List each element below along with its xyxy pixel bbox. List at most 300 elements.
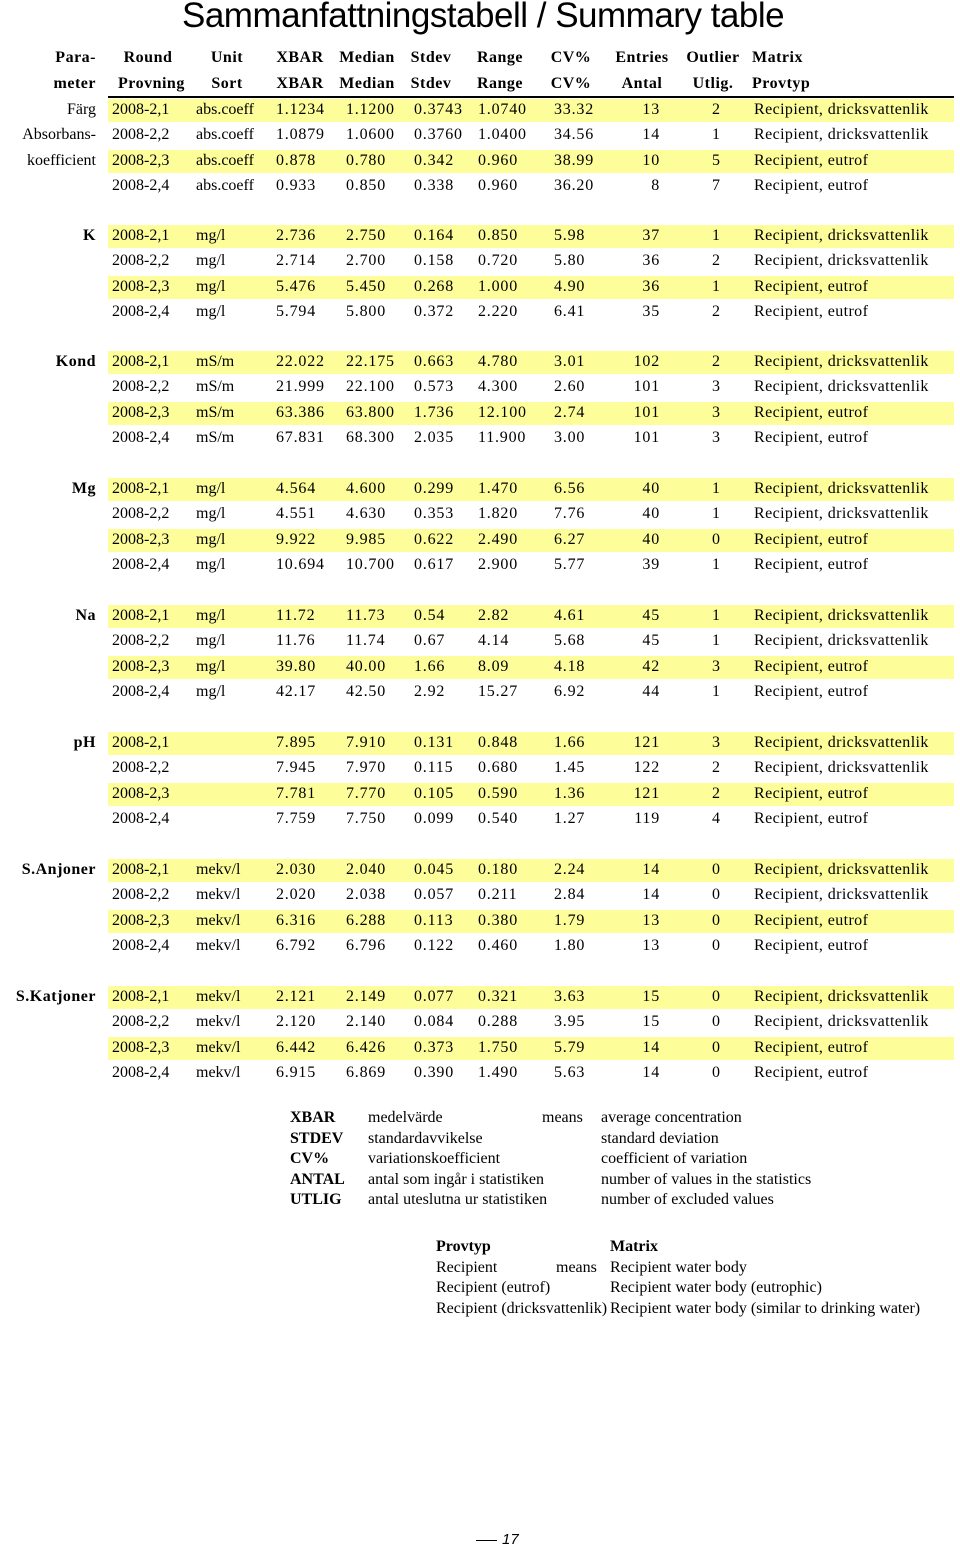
table-cell: 2008-2,3 (112, 784, 170, 802)
table-cell: 10 (642, 151, 660, 169)
table-row (108, 681, 954, 704)
table-cell: 4.564 (276, 480, 316, 497)
table-cell: 2008-2,3 (112, 530, 170, 548)
table-cell: 0.158 (414, 252, 454, 270)
table-cell: 3 (712, 378, 720, 396)
table-cell: Recipient, eutrof (754, 809, 869, 827)
parameter-label: pH (73, 734, 96, 751)
header-rule (108, 96, 954, 98)
table-cell: 0.540 (478, 809, 518, 827)
table-cell: 2008-2,3 (112, 657, 170, 675)
table-cell: 2.120 (276, 1013, 316, 1031)
legend-abbrev-term: UTLIG (290, 1191, 342, 1208)
table-cell: 2008-2,4 (112, 809, 170, 827)
table-cell: 12.100 (478, 403, 527, 421)
table-cell: 3.63 (554, 988, 586, 1005)
table-cell: 0.617 (414, 555, 454, 573)
table-cell: 3.01 (554, 353, 586, 370)
table-row (108, 99, 954, 122)
parameter-label: Na (75, 607, 96, 624)
legend-abbrev-swedish: antal uteslutna ur statistiken (368, 1191, 548, 1208)
legend-abbrev-swedish: standardavvikelse (368, 1129, 483, 1147)
table-cell: 13 (642, 101, 660, 118)
table-cell: 121 (633, 734, 660, 751)
header-stdev-en: Stdev (410, 49, 452, 66)
table-cell: 0.057 (414, 886, 454, 904)
table-cell: 2.92 (414, 682, 446, 700)
table-cell: Recipient, eutrof (754, 936, 869, 954)
header-median-sv: Median (339, 75, 395, 92)
table-cell: 2008-2,4 (112, 1063, 170, 1081)
table-cell: 42.17 (276, 682, 316, 700)
table-cell: mS/m (196, 403, 235, 421)
table-row (108, 376, 954, 399)
table-cell: mg/l (196, 227, 226, 244)
table-cell: Recipient, eutrof (754, 555, 869, 573)
table-cell: 40 (642, 480, 660, 497)
table-cell: 1 (712, 555, 720, 573)
table-row (108, 757, 954, 780)
table-cell: 1.45 (554, 759, 586, 777)
table-cell: 4.300 (478, 378, 518, 396)
table-cell: 4 (712, 809, 720, 827)
table-row (108, 935, 954, 958)
table-cell: 7.895 (276, 734, 316, 751)
table-cell: mekv/l (196, 988, 241, 1005)
table-cell: 5.68 (554, 632, 586, 650)
legend-abbrev-english: coefficient of variation (601, 1150, 748, 1167)
table-cell: 0.372 (414, 302, 454, 320)
table-cell: mS/m (196, 353, 235, 370)
table-cell: 0.3743 (414, 101, 463, 118)
header-unit-en: Unit (210, 49, 244, 66)
table-cell: 1 (712, 277, 720, 295)
table-cell: 1.66 (414, 657, 446, 675)
table-cell: Recipient, dricksvattenlik (754, 988, 929, 1005)
table-cell: Recipient, eutrof (754, 784, 869, 802)
table-cell: 0.077 (414, 988, 454, 1005)
table-cell: mekv/l (196, 1063, 241, 1081)
table-cell: 14 (642, 886, 660, 904)
table-cell: 2008-2,1 (112, 480, 170, 497)
table-cell: 21.999 (276, 378, 325, 396)
table-cell: 1 (712, 607, 720, 624)
table-cell: Recipient, eutrof (754, 403, 869, 421)
header-stdev-sv: Stdev (410, 75, 452, 92)
table-cell: 2008-2,2 (112, 886, 170, 904)
table-row (108, 225, 954, 248)
table-cell: Recipient, eutrof (754, 1038, 869, 1056)
table-cell: Recipient, dricksvattenlik (754, 353, 929, 370)
table-cell: 9.985 (346, 530, 386, 548)
table-cell: 2008-2,1 (112, 861, 170, 878)
table-cell: 2 (712, 353, 720, 370)
parameter-label: Färg (66, 101, 96, 118)
table-cell: 5.450 (346, 277, 386, 295)
table-cell: 7.770 (346, 784, 386, 802)
table-cell: 68.300 (346, 428, 395, 446)
table-row (108, 554, 954, 577)
table-cell: 0.180 (478, 861, 518, 878)
legend-abbrev-term: STDEV (290, 1129, 344, 1147)
table-row (108, 1037, 954, 1060)
table-cell: 5.476 (276, 277, 316, 295)
table-cell: 0.045 (414, 861, 454, 878)
table-cell: 2 (712, 302, 720, 320)
table-cell: 2008-2,2 (112, 252, 170, 270)
table-cell: 2.040 (346, 861, 386, 878)
table-cell: 0.084 (414, 1013, 454, 1031)
table-cell: Recipient, eutrof (754, 428, 869, 446)
legend-abbrev-term: XBAR (290, 1109, 336, 1126)
table-cell: 2.020 (276, 886, 316, 904)
table-cell: 0.54 (414, 607, 446, 624)
table-row (108, 529, 954, 552)
table-row (108, 276, 954, 299)
table-cell: mS/m (196, 378, 235, 396)
table-cell: 1.000 (478, 277, 518, 295)
table-cell: 2008-2,2 (112, 505, 170, 523)
legend-means-label: means (556, 1258, 597, 1276)
table-cell: 2 (712, 101, 720, 118)
table-cell: 14 (642, 126, 660, 144)
table-row (108, 656, 954, 679)
table-cell: 4.18 (554, 657, 586, 675)
table-cell: 22.175 (346, 353, 395, 370)
header-param-en: Para- (55, 49, 96, 66)
table-cell: 0.680 (478, 759, 518, 777)
table-cell: 2.121 (276, 988, 316, 1005)
table-row (108, 808, 954, 831)
table-cell: 2008-2,4 (112, 428, 170, 446)
legend-provtyp-heading: Provtyp (436, 1238, 491, 1255)
table-cell: 7.781 (276, 784, 316, 802)
table-cell: 2.140 (346, 1013, 386, 1031)
table-cell: 2008-2,4 (112, 936, 170, 954)
header-cv-sv: CV% (550, 75, 592, 92)
table-cell: 101 (633, 428, 660, 446)
table-cell: 7.76 (554, 505, 586, 523)
table-cell: Recipient, dricksvattenlik (754, 886, 929, 904)
table-cell: 42 (642, 657, 660, 675)
table-cell: 22.100 (346, 378, 395, 396)
table-cell: 37 (642, 227, 660, 244)
header-outlier-sv: Utlig. (692, 75, 734, 92)
table-cell: Recipient, dricksvattenlik (754, 1013, 929, 1031)
table-cell: 22.022 (276, 353, 325, 370)
table-cell: 2.900 (478, 555, 518, 573)
table-cell: 102 (633, 353, 660, 370)
legend-abbrev-english: number of excluded values (601, 1191, 774, 1208)
table-cell: 3.00 (554, 428, 586, 446)
table-cell: mg/l (196, 682, 226, 700)
header-entries-sv: Antal (621, 75, 663, 92)
table-cell: 1.820 (478, 505, 518, 523)
table-cell: 6.442 (276, 1038, 316, 1056)
table-cell: 0 (712, 1038, 720, 1056)
legend-provtyp-value: Recipient (dricksvattenlik) (436, 1299, 608, 1317)
table-cell: 42.50 (346, 682, 386, 700)
table-cell: 35 (642, 302, 660, 320)
table-cell: 6.41 (554, 302, 586, 320)
table-cell: 0.390 (414, 1063, 454, 1081)
legend-abbrev-term: CV% (290, 1150, 330, 1167)
table-cell: Recipient, dricksvattenlik (754, 861, 929, 878)
table-cell: 0.122 (414, 936, 454, 954)
legend-abbrev-english: number of values in the statistics (601, 1170, 812, 1188)
table-cell: mg/l (196, 632, 226, 650)
legend-abbrev-english: standard deviation (601, 1129, 719, 1147)
table-cell: 6.288 (346, 911, 386, 929)
table-cell: Recipient, eutrof (754, 911, 869, 929)
header-round-en: Round (123, 49, 173, 66)
legend-matrix-heading: Matrix (610, 1238, 658, 1255)
table-cell: 2008-2,4 (112, 302, 170, 320)
table-cell: 2008-2,1 (112, 101, 170, 118)
table-cell: 36 (642, 277, 660, 295)
table-cell: abs.coeff (196, 101, 254, 118)
legend-abbrev-swedish: variationskoefficient (368, 1150, 501, 1167)
table-cell: 5.63 (554, 1063, 586, 1081)
table-cell: Recipient, eutrof (754, 277, 869, 295)
table-cell: 0.960 (478, 151, 518, 169)
table-cell: 0.848 (478, 734, 518, 751)
header-matrix-en: Matrix (752, 49, 803, 66)
table-cell: abs.coeff (196, 126, 254, 144)
table-cell: 4.600 (346, 480, 386, 497)
table-cell: 38.99 (554, 151, 594, 169)
table-cell: 36 (642, 252, 660, 270)
table-cell: Recipient, dricksvattenlik (754, 252, 929, 270)
table-row (108, 884, 954, 907)
table-cell: 119 (634, 809, 660, 827)
table-cell: 0 (712, 988, 720, 1005)
table-cell: 5.794 (276, 302, 316, 320)
table-row (108, 503, 954, 526)
table-row (108, 402, 954, 425)
legend-means-label: means (542, 1109, 583, 1126)
table-cell: 2008-2,1 (112, 734, 170, 751)
table-cell: Recipient, dricksvattenlik (754, 759, 929, 777)
table-cell: 122 (633, 759, 660, 777)
table-cell: mg/l (196, 657, 226, 675)
table-cell: abs.coeff (196, 151, 254, 169)
table-cell: Recipient, eutrof (754, 657, 869, 675)
header-xbar-en: XBAR (276, 49, 324, 66)
table-cell: 101 (633, 403, 660, 421)
table-cell: 4.61 (554, 607, 586, 624)
table-cell: 6.316 (276, 911, 316, 929)
table-cell: 0.590 (478, 784, 518, 802)
table-cell: 0.342 (414, 151, 454, 169)
table-cell: mg/l (196, 555, 226, 573)
table-cell: 0.211 (478, 886, 518, 904)
table-cell: 3 (712, 734, 720, 751)
table-cell: mekv/l (196, 886, 241, 904)
table-cell: mg/l (196, 302, 226, 320)
table-cell: 3 (712, 403, 720, 421)
table-cell: 2.035 (414, 428, 454, 446)
table-cell: 1.0879 (276, 126, 325, 144)
table-row (108, 732, 954, 755)
table-cell: 0.3760 (414, 126, 463, 144)
page-title: Sammanfattningstabell / Summary table (182, 0, 785, 35)
table-cell: Recipient, dricksvattenlik (754, 734, 929, 751)
table-cell: 6.915 (276, 1063, 316, 1081)
table-cell: 0.131 (414, 734, 454, 751)
header-matrix-sv: Provtyp (752, 75, 811, 92)
table-cell: 0 (712, 1063, 720, 1081)
table-cell: 15 (642, 988, 660, 1005)
table-cell: 2008-2,2 (112, 632, 170, 650)
table-cell: 13 (642, 911, 660, 929)
table-row (108, 124, 954, 147)
table-cell: 3 (712, 657, 720, 675)
header-param-sv: meter (53, 75, 96, 92)
table-cell: 2.149 (346, 988, 386, 1005)
table-cell: 1.490 (478, 1063, 518, 1081)
table-cell: 9.922 (276, 530, 316, 548)
table-cell: 2008-2,3 (112, 151, 170, 169)
table-cell: 1 (712, 505, 720, 523)
table-cell: 2.220 (478, 302, 518, 320)
table-cell: 11.76 (276, 632, 316, 650)
table-cell: 8.09 (478, 657, 510, 675)
table-row (108, 630, 954, 653)
table-cell: 7.759 (276, 809, 316, 827)
table-cell: 13 (642, 936, 660, 954)
header-unit-sv: Sort (211, 75, 243, 92)
table-cell: 2008-2,4 (112, 176, 170, 194)
table-cell: 1.80 (554, 936, 586, 954)
table-cell: 40 (642, 530, 660, 548)
table-cell: 6.869 (346, 1063, 386, 1081)
table-cell: 6.27 (554, 530, 586, 548)
legend-abbrev-swedish: medelvärde (368, 1109, 443, 1126)
table-cell: 1.0740 (478, 101, 527, 118)
table-cell: 2.750 (346, 227, 386, 244)
parameter-label: Absorbans- (22, 126, 96, 144)
table-row (108, 301, 954, 324)
table-cell: 11.73 (346, 607, 386, 624)
table-cell: 0.663 (414, 353, 454, 370)
table-cell: 2.030 (276, 861, 316, 878)
table-cell: 5.800 (346, 302, 386, 320)
table-cell: 0.850 (346, 176, 386, 194)
table-cell: 5 (712, 151, 720, 169)
table-cell: 2.038 (346, 886, 386, 904)
table-cell: 0.099 (414, 809, 454, 827)
table-cell: 1.0600 (346, 126, 395, 144)
table-cell: 36.20 (554, 176, 594, 194)
table-cell: Recipient, dricksvattenlik (754, 227, 929, 244)
table-cell: 2.24 (554, 861, 586, 878)
table-cell: 67.831 (276, 428, 325, 446)
table-cell: Recipient, eutrof (754, 530, 869, 548)
table-cell: 0.960 (478, 176, 518, 194)
table-cell: 5.98 (554, 227, 586, 244)
parameter-label: koefficient (26, 151, 96, 169)
legend-matrix-value: Recipient water body (similar to drinking water) (610, 1299, 921, 1317)
table-cell: mg/l (196, 607, 226, 624)
table-cell: 0 (712, 886, 720, 904)
table-cell: 4.630 (346, 505, 386, 523)
table-cell: mg/l (196, 480, 226, 497)
table-cell: Recipient, dricksvattenlik (754, 101, 929, 118)
table-cell: 0.850 (478, 227, 518, 244)
table-cell: 0.780 (346, 151, 386, 169)
table-cell: 34.56 (554, 126, 594, 144)
table-cell: 0.67 (414, 632, 446, 650)
table-cell: 1.66 (554, 734, 586, 751)
table-cell: Recipient, eutrof (754, 302, 869, 320)
table-cell: 2008-2,2 (112, 126, 170, 144)
table-cell: 0.268 (414, 277, 454, 295)
table-cell: 0.338 (414, 176, 454, 194)
page-number-rule (476, 1540, 497, 1541)
parameter-label: Mg (71, 480, 96, 497)
table-cell: 7.970 (346, 759, 386, 777)
table-cell: 0.288 (478, 1013, 518, 1031)
table-cell: 2008-2,1 (112, 988, 170, 1005)
table-cell: 0 (712, 911, 720, 929)
table-cell: 2.84 (554, 886, 586, 904)
header-cv-en: CV% (550, 49, 592, 66)
table-cell: 40 (642, 505, 660, 523)
parameter-label: K (83, 227, 96, 244)
table-cell: 44 (642, 682, 660, 700)
legend-matrix-value: Recipient water body (eutrophic) (610, 1279, 822, 1296)
table-cell: 2008-2,4 (112, 555, 170, 573)
table-cell: 0.113 (414, 911, 454, 929)
table-cell: Recipient, dricksvattenlik (754, 378, 929, 396)
table-cell: 7 (712, 176, 720, 194)
table-cell: 1.750 (478, 1038, 518, 1056)
table-cell: 101 (633, 378, 660, 396)
table-cell: Recipient, eutrof (754, 1063, 869, 1081)
table-cell: mekv/l (196, 1038, 241, 1056)
table-cell: 2008-2,4 (112, 682, 170, 700)
table-cell: 6.792 (276, 936, 316, 954)
table-row (108, 175, 954, 198)
table-cell: Recipient, dricksvattenlik (754, 607, 929, 624)
table-cell: 1.470 (478, 480, 518, 497)
table-row (108, 1011, 954, 1034)
table-cell: 5.79 (554, 1038, 586, 1056)
table-cell: mg/l (196, 530, 226, 548)
table-cell: 1 (712, 632, 720, 650)
table-cell: 2 (712, 759, 720, 777)
table-cell: 4.551 (276, 505, 316, 523)
table-cell: 2.82 (478, 607, 510, 624)
table-cell: 0.299 (414, 480, 454, 497)
table-cell: 2008-2,2 (112, 1013, 170, 1031)
table-cell: mg/l (196, 505, 226, 523)
table-cell: 0.622 (414, 530, 454, 548)
table-row (108, 605, 954, 628)
table-cell: 2008-2,3 (112, 911, 170, 929)
legend-matrix-value: Recipient water body (610, 1258, 747, 1276)
table-cell: 6.426 (346, 1038, 386, 1056)
table-cell: Recipient, dricksvattenlik (754, 126, 929, 144)
table-cell: 3.95 (554, 1013, 586, 1031)
table-cell: 1.79 (554, 911, 586, 929)
table-row (108, 478, 954, 501)
table-cell: mS/m (196, 428, 235, 446)
table-cell: 14 (642, 861, 660, 878)
parameter-label: Kond (55, 353, 96, 370)
table-row (108, 1062, 954, 1085)
